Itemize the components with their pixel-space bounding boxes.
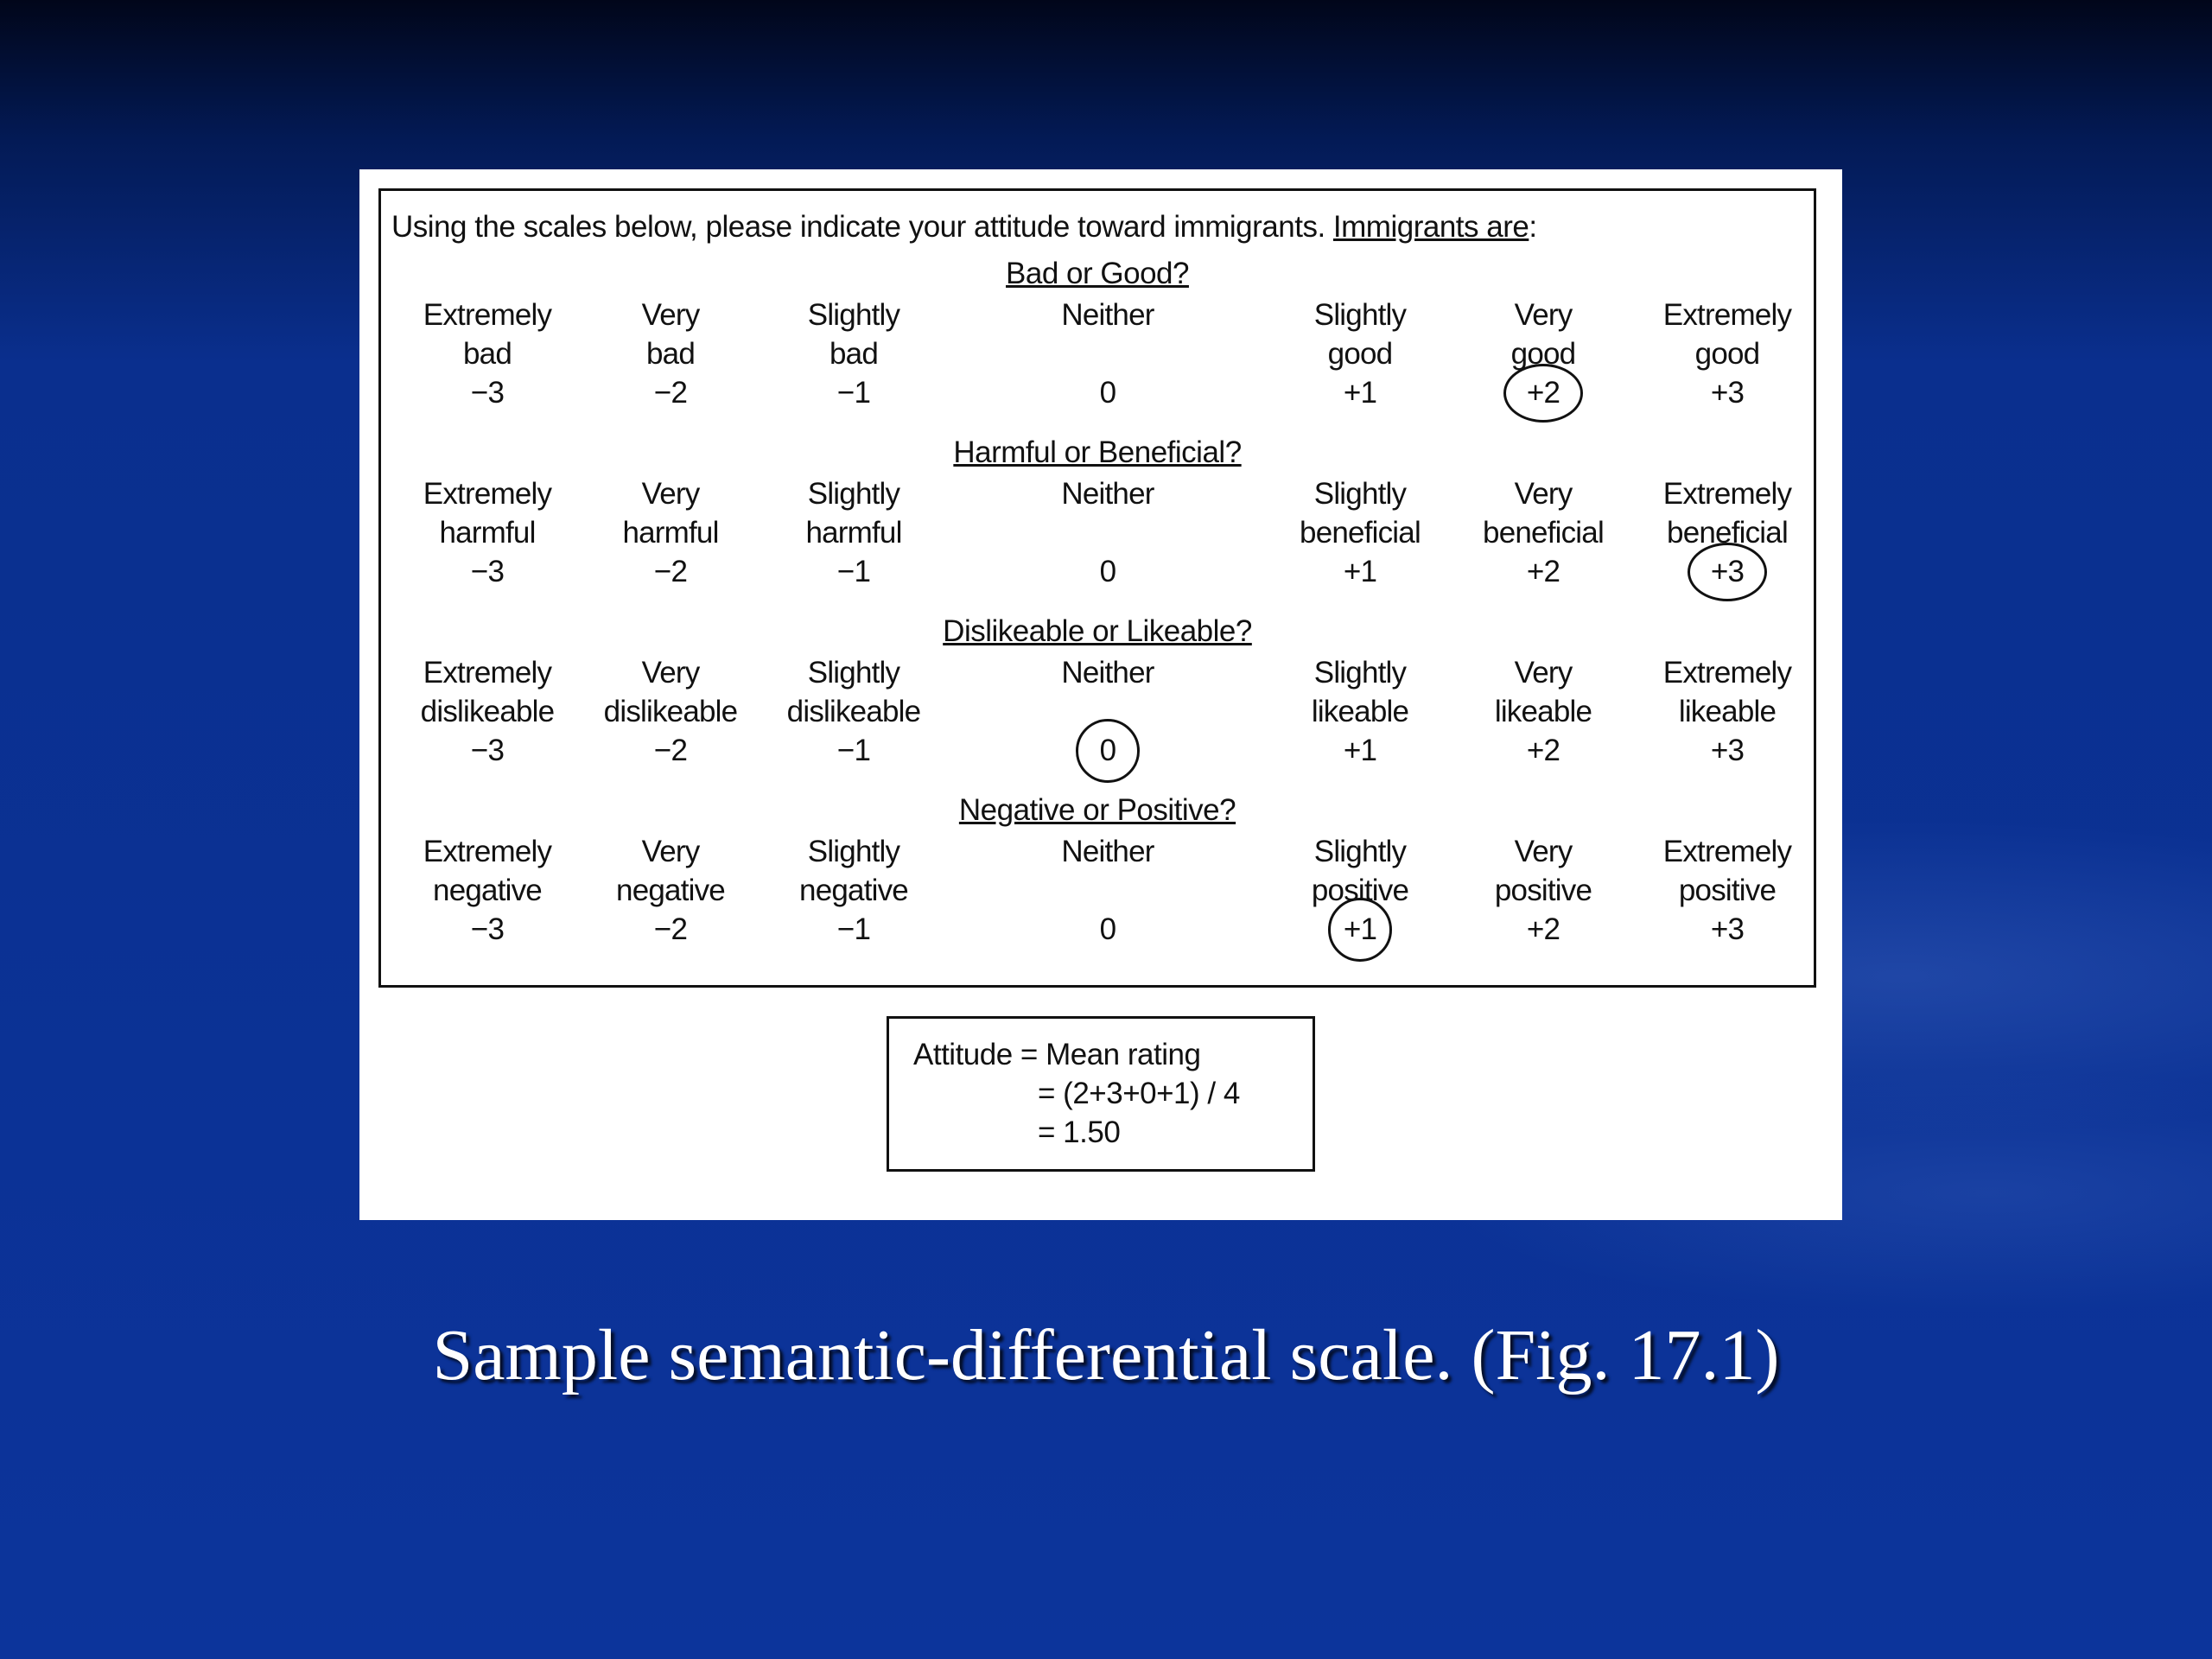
option-label-line-2: bad — [463, 337, 512, 371]
option-label-line-1: Extremely — [423, 656, 552, 690]
scale-option[interactable] — [1641, 832, 1814, 949]
rating-value: 0 — [1099, 555, 1116, 588]
option-label-line-2: negative — [616, 874, 725, 907]
rating-value: −1 — [836, 912, 871, 946]
option-label-line-1: Neither — [1061, 477, 1154, 511]
option-label-line-2: good — [1327, 337, 1393, 371]
option-label-line-1: Very — [641, 298, 700, 332]
option-label-line-1: Slightly — [807, 477, 900, 511]
option-label-line-1: Very — [1514, 835, 1573, 868]
option-label-line-2: beneficial — [1483, 516, 1604, 550]
rating-value: −3 — [470, 376, 505, 410]
scale-option[interactable] — [1457, 832, 1630, 949]
scale-option[interactable] — [767, 296, 940, 412]
rating-value: +3 — [1710, 734, 1745, 767]
option-label-line-2 — [1021, 334, 1194, 373]
scale-option[interactable] — [584, 832, 757, 949]
option-label-line-1: Extremely — [423, 477, 552, 511]
option-label-line-1: Slightly — [807, 835, 900, 868]
rating-value: +1 — [1343, 376, 1377, 410]
rating-value: −1 — [836, 376, 871, 410]
scale-option[interactable] — [1021, 832, 1194, 949]
option-label-line-2: beneficial — [1300, 516, 1421, 550]
rating-value: +2 — [1526, 912, 1560, 946]
instruction-text: Using the scales below, please indicate your attitude toward immigrants. — [391, 210, 1325, 244]
scale-section — [381, 435, 1814, 608]
selected-rating-value: +3 — [1702, 552, 1752, 591]
scale-option[interactable] — [584, 653, 757, 770]
option-label-line-2: likeable — [1678, 695, 1777, 728]
scale-title — [381, 793, 1814, 828]
scale-option[interactable] — [1641, 653, 1814, 770]
option-label-line-2 — [1021, 513, 1194, 552]
option-label-line-2: likeable — [1494, 695, 1592, 728]
scale-section — [381, 614, 1814, 787]
scale-title — [381, 435, 1814, 470]
option-label-line-2: positive — [1311, 874, 1409, 907]
rating-value: −3 — [470, 555, 505, 588]
scale-option[interactable] — [1021, 474, 1194, 591]
rating-value: −3 — [470, 734, 505, 767]
slide-caption: Sample semantic-differential scale. (Fig. 17.1) — [432, 1315, 1780, 1395]
option-label-line-2: positive — [1494, 874, 1592, 907]
scale-title-text: Harmful or Beneficial? — [953, 435, 1242, 469]
option-label-line-2: negative — [799, 874, 908, 907]
scale-option[interactable] — [401, 296, 574, 412]
formula-line-3: = 1.50 — [1038, 1116, 1121, 1149]
rating-value: +2 — [1526, 555, 1560, 588]
scale-title-text: Bad or Good? — [1006, 257, 1189, 290]
option-label-line-1: Neither — [1061, 835, 1154, 868]
option-label-line-1: Very — [1514, 656, 1573, 690]
option-label-line-1: Extremely — [1662, 477, 1792, 511]
rating-value: +1 — [1343, 734, 1377, 767]
option-label-line-1: Slightly — [1313, 835, 1407, 868]
option-label-line-2: harmful — [805, 516, 902, 550]
option-label-line-1: Extremely — [1662, 298, 1792, 332]
scale-option[interactable] — [401, 653, 574, 770]
rating-value: −2 — [653, 912, 688, 946]
option-label-line-2: good — [1510, 337, 1576, 371]
rating-value: 0 — [1099, 376, 1116, 410]
scale-option[interactable] — [1021, 296, 1194, 412]
option-label-line-2: dislikeable — [786, 695, 921, 728]
scale-option[interactable] — [1641, 296, 1814, 412]
scale-option[interactable] — [584, 296, 757, 412]
instruction-emphasis: Immigrants are — [1332, 210, 1529, 244]
option-label-line-2: likeable — [1311, 695, 1409, 728]
option-label-line-1: Slightly — [1313, 298, 1407, 332]
formula-line-1: Attitude = Mean rating — [913, 1038, 1201, 1071]
scale-option[interactable] — [1274, 653, 1446, 770]
option-label-line-2: dislikeable — [603, 695, 738, 728]
option-label-line-1: Very — [1514, 298, 1573, 332]
scale-option[interactable] — [401, 474, 574, 591]
option-label-line-2: bad — [830, 337, 878, 371]
rating-value: 0 — [1099, 912, 1116, 946]
scale-title — [381, 614, 1814, 649]
scale-title-text: Negative or Positive? — [958, 793, 1236, 827]
scale-option[interactable] — [1457, 653, 1630, 770]
option-label-line-2: negative — [433, 874, 542, 907]
option-label-line-1: Slightly — [1313, 656, 1407, 690]
selected-rating-value: 0 — [1091, 731, 1125, 770]
option-label-line-2: harmful — [439, 516, 536, 550]
option-label-line-2: positive — [1678, 874, 1777, 907]
scale-title — [381, 257, 1814, 291]
instruction-end: : — [1529, 210, 1537, 244]
scale-option[interactable] — [1641, 474, 1814, 591]
scale-box — [378, 188, 1816, 988]
option-label-line-1: Very — [641, 477, 700, 511]
rating-value: +3 — [1710, 376, 1745, 410]
formula-box — [887, 1016, 1315, 1172]
option-label-line-2 — [1021, 871, 1194, 910]
scale-option[interactable] — [1457, 474, 1630, 591]
scale-option[interactable] — [1274, 832, 1446, 949]
scale-section — [381, 793, 1814, 966]
option-label-line-1: Slightly — [807, 298, 900, 332]
selected-rating-value: +1 — [1335, 910, 1385, 949]
rating-value: −2 — [653, 555, 688, 588]
option-label-line-1: Very — [641, 835, 700, 868]
rating-value: +2 — [1526, 734, 1560, 767]
selected-rating-value: +2 — [1518, 373, 1568, 412]
scale-option[interactable] — [584, 474, 757, 591]
option-label-line-1: Neither — [1061, 298, 1154, 332]
option-label-line-1: Extremely — [423, 298, 552, 332]
scale-option[interactable] — [1021, 653, 1194, 770]
instruction — [391, 210, 1537, 245]
option-label-line-1: Extremely — [423, 835, 552, 868]
rating-value: +3 — [1710, 912, 1745, 946]
rating-value: −1 — [836, 555, 871, 588]
option-label-line-1: Neither — [1061, 656, 1154, 690]
scale-option[interactable] — [1274, 296, 1446, 412]
option-label-line-2: beneficial — [1667, 516, 1788, 550]
option-label-line-1: Very — [1514, 477, 1573, 511]
scale-option[interactable] — [767, 653, 940, 770]
scale-section — [381, 257, 1814, 429]
option-label-line-1: Extremely — [1662, 656, 1792, 690]
formula-line-2: = (2+3+0+1) / 4 — [1038, 1077, 1240, 1110]
option-label-line-2: harmful — [622, 516, 719, 550]
option-label-line-1: Very — [641, 656, 700, 690]
scale-option[interactable] — [1457, 296, 1630, 412]
scale-option[interactable] — [767, 832, 940, 949]
option-label-line-2: bad — [646, 337, 695, 371]
option-label-line-1: Slightly — [1313, 477, 1407, 511]
rating-value: −2 — [653, 376, 688, 410]
rating-value: −1 — [836, 734, 871, 767]
scale-option[interactable] — [1274, 474, 1446, 591]
rating-value: −2 — [653, 734, 688, 767]
semantic-differential-figure — [359, 169, 1842, 1220]
rating-value: −3 — [470, 912, 505, 946]
rating-value: +1 — [1343, 555, 1377, 588]
option-label-line-2: dislikeable — [420, 695, 555, 728]
option-label-line-1: Extremely — [1662, 835, 1792, 868]
scale-title-text: Dislikeable or Likeable? — [943, 614, 1252, 648]
scale-option[interactable] — [767, 474, 940, 591]
option-label-line-1: Slightly — [807, 656, 900, 690]
option-label-line-2: good — [1694, 337, 1760, 371]
scale-option[interactable] — [401, 832, 574, 949]
